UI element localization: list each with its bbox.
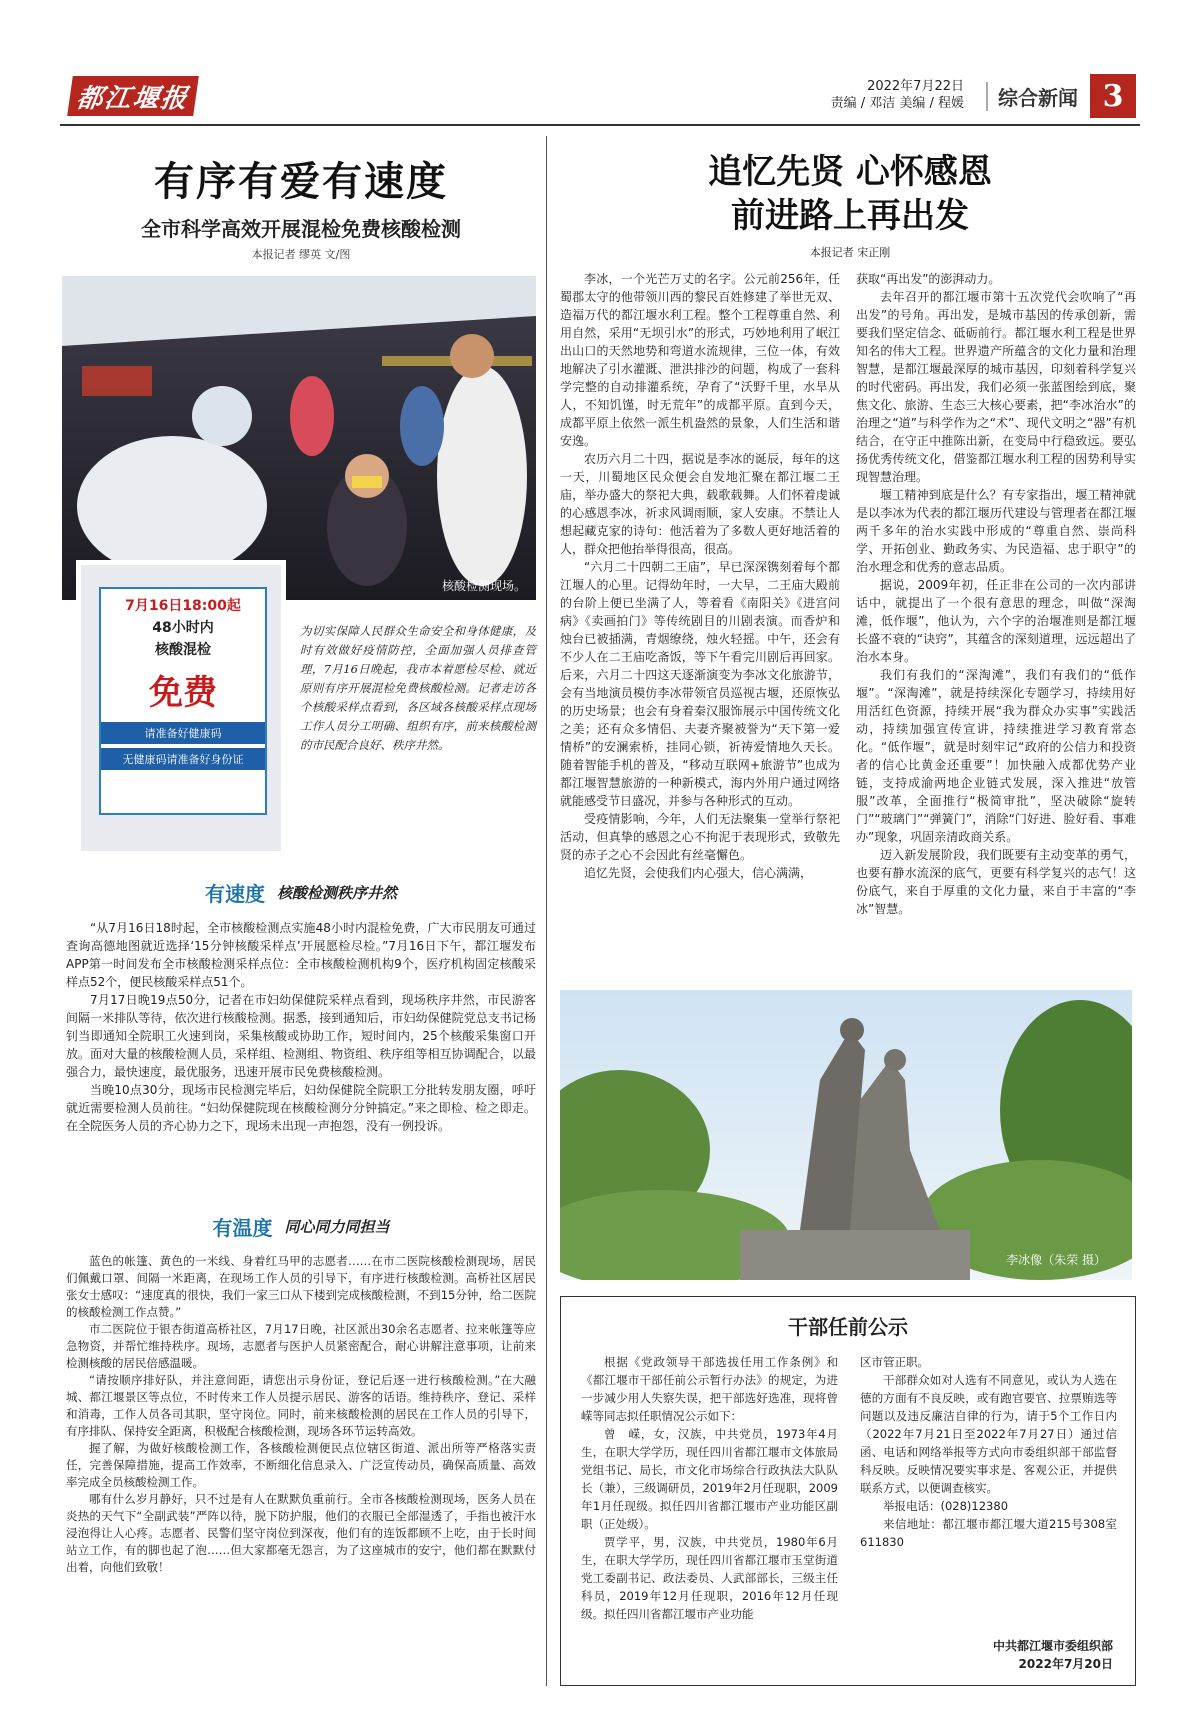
photo-illustration xyxy=(62,276,536,600)
paragraph: 蓝色的帐篷、黄色的一米线、身着红马甲的志愿者……在市二医院核酸检测现场，居民们佩戴口罩、间隔一米距离，在现场工作人员的引导下，有序进行核酸检测。高桥社区居民张女士感叹：“速度真的很快，我们一家三口从下楼到完成核酸检测，不到15分钟，给二医院的核酸检测工作点赞。” xyxy=(66,1254,536,1319)
sign-line-2: 48小时内 xyxy=(152,620,214,636)
paragraph: 迈入新发展阶段，我们既要有主动变革的勇气，也要有静水流深的底气，更要有科学复兴的志气！这份底气，来自于厚重的文化力量，来自于丰富的“李冰”智慧。 xyxy=(856,848,1136,916)
paragraph: 市二医院位于银杏街道高桥社区，7月17日晚，社区派出30余名志愿者、拉来帐篷等应急物资，并帮忙维持秩序。现场，志愿者与医护人员紧密配合，耐心讲解注意事项，让前来检测核酸的居民倍感温暖。 xyxy=(66,1322,536,1370)
statue-caption: 李冰像（朱荣 摄） xyxy=(1006,1253,1106,1267)
paragraph: 当晚10点30分，现场市民检测完毕后，妇幼保健院全院职工分批转发朋友圈，呼吁就近需要检测人员前往。“妇幼保健院现在核酸检测分分钟搞定。”来之即检、检之即走。在全院医务人员的齐心协力之下，现场未出现一声抱怨，没有一例投诉。 xyxy=(66,1083,536,1133)
sign-band-2: 无健康码请准备好身份证 xyxy=(101,748,265,770)
notice-column-b xyxy=(860,1353,1117,1623)
section-speed-body xyxy=(66,919,536,1135)
paragraph: 农历六月二十四，据说是李冰的诞辰，每年的这一天，川蜀地区民众便会自发地汇聚在都江堰二王庙，举办盛大的祭祀大典，载歌载舞。人们怀着虔诚的心感恩李冰，祈求风调雨顺，家人安康。不禁让人想起藏克家的诗句：他活着为了多数人更好地活着的人，群众把他抬举得很高，很高。 xyxy=(560,452,840,556)
notice-date: 2022年7月20日 xyxy=(1018,1657,1113,1671)
right-article-header xyxy=(560,150,1140,260)
statue-illustration xyxy=(560,990,1132,1280)
photo-nucleic-test-site xyxy=(62,276,536,600)
photo-li-bing-statue xyxy=(560,990,1132,1280)
right-column-a xyxy=(560,270,840,882)
editors-line: 责编 / 邓洁 美编 / 程媛 xyxy=(830,96,964,111)
paragraph: “请按顺序排好队，并注意间距，请您出示身份证，登记后逐一进行核酸检测。”在大融城、都江堰景区等点位，不时传来工作人员提示居民、游客的话语。维持秩序、登记、采样和消毒，工作人员各司其职，坚守岗位。同时，前来核酸检测的居民在工作人员的引导下，有序排队、保持安全距离，积极配合核酸检测，现场各环节运转高效。 xyxy=(66,1373,536,1438)
paragraph: 我们有我们的“深淘滩”，我们有我们的“低作堰”。“深淘滩”，就是持续深化专题学习，持续用好用活红色资源，持续开展“我为群众办实事”实践活动，持续加强宣传宣讲，持续推进学习教育常态化。“低作堰”，就是时刻牢记“政府的公信力和投资者的信心比黄金还重要”！加快融入成都优势产业链，支持成渝两地企业链式发展，深入推进“放管服”改革，全面推行“极简审批”，坚决破除“旋转门”“玻璃门”“弹簧门”，消除“门好进、脸好看、事难办”现象，巩固亲清政商关系。 xyxy=(856,668,1136,844)
notice-columns xyxy=(581,1353,1117,1623)
right-column-b xyxy=(856,270,1136,918)
left-article-header xyxy=(62,150,540,262)
paragraph: “六月二十四朝二王庙”，早已深深镌刻着每个都江堰人的心里。记得幼年时，一大早，二王庙大殿前的台阶上便已坐满了人，等着看《南阳关》《进宫问病》《卖画拍门》等传统剧目的川剧表演。而香炉和烛台已被插满，青烟缭绕，烛火轻摇。中午，还会有不少人在二王庙吃斋饭，等下午看完川剧后再回家。后来，六月二十四这天逐渐演变为李冰文化旅游节，会有当地演员模仿李冰带领官员巡视古堰，还原恢弘的历史场景；也会有身着秦汉服饰展示中国传统文化之美；还有众多情侣、夫妻齐聚被誉为“天下第一爱情桥”的安澜索桥，挂同心锁，祈祷爱情地久天长。随着智能手机的普及，“移动互联网+旅游节”也成为都江堰智慧旅游的一种新模式，海内外用户通过网络就能感受节日盛况，并参与各种形式的互动。 xyxy=(560,560,840,808)
notice-column-a xyxy=(581,1353,838,1623)
paragraph: 贾学平，男，汉族，中共党员，1980年6月生，在职大学学历，现任四川省都江堰市玉堂街道党工委副书记、政法委员、人武部部长，三级主任科员，2019年12月任现职，2016年12月任现级。拟任四川省都江堰市产业功能 xyxy=(581,1535,838,1621)
right-title-line-1: 追忆先贤 心怀感恩 xyxy=(708,152,992,192)
section-warmth xyxy=(66,1212,536,1576)
newspaper-logo: 都江堰报 xyxy=(67,76,199,116)
paragraph: 7月17日晚19点50分，记者在市妇幼保健院采样点看到，现场秩序井然，市民游客间隔一米排队等待，依次进行核酸检测。据悉，接到通知后，市妇幼保健院党总支书记杨钊当即通知全院职工火速到岗，采集核酸或协助工作，短时间内，25个核酸采集窗口开放。面对大量的核酸检测人员，采样组、检测组、物资组、秩序组等相互协调配合，以最强合力，最快速度，最优服务，迅速开展市民免费核酸检测。 xyxy=(66,993,536,1079)
section-speed-heading xyxy=(66,878,536,907)
section-warmth-body xyxy=(66,1253,536,1576)
paragraph: 干部群众如对人选有不同意见，或认为人选在德的方面有不良反映，或有跑官要官、拉票贿选等问题以及违反廉洁自律的行为，请于5个工作日内（2022年7月21日至2022年7月27日）通过信函、电话和网络举报等方式向市委组织部干部监督科反映。反映情况要实事求是、客观公正，并提供联系方式，以便调查核实。 xyxy=(860,1373,1117,1495)
paragraph: 去年召开的都江堰市第十五次党代会吹响了“再出发”的号角。再出发，是城市基因的传承创新，需要我们坚定信念、砥砺前行。都江堰水利工程是世界知名的伟大工程。世界遗产所蕴含的文化力量和治理智慧，是都江堰最深厚的城市基因，印刻着科学复兴的时代密码。再出发，我们必须一张蓝图绘到底，聚焦文化、旅游、生态三大核心要素，把“李冰治水”的治理之“道”与科学作为之“术”、现代文明之“器”有机结合，在守正中推陈出新，在变局中行稳致远。要弘扬优秀传统文化，借鉴都江堰水利工程的因势利导实现智慧治理。 xyxy=(856,290,1136,484)
left-subhead: 全市科学高效开展混检免费核酸检测 xyxy=(141,217,461,241)
left-byline: 本报记者 缪英 文/图 xyxy=(251,248,351,261)
left-headline: 有序有爱有速度 xyxy=(154,159,448,205)
free-test-sign xyxy=(99,587,267,815)
paragraph: 举报电话：(028)12380 xyxy=(883,1499,1009,1513)
paragraph: “从7月16日18时起，全市核酸检测点实施48小时内混检免费，广大市民朋友可通过查询高德地图就近选择‘15分钟核酸采样点’开展愿检尽检。”7月16日下午，都江堰发布APP第一时间发布全市核酸检测采样点位：全市核酸检测机构9个，医疗机构固定核酸采样点52个，便民核酸采样点51个。 xyxy=(66,921,536,989)
section-warmth-sub: 同心同力同担当 xyxy=(284,1218,390,1236)
paragraph: 来信地址：都江堰市都江堰大道215号308室 611830 xyxy=(860,1517,1117,1549)
section-warmth-tag: 有温度 xyxy=(212,1216,273,1240)
masthead-rule xyxy=(60,124,1140,126)
masthead xyxy=(60,72,1140,122)
cadre-notice xyxy=(560,1296,1136,1686)
photo-caption: 核酸检测现场。 xyxy=(441,579,526,593)
section-name: 综合新闻 xyxy=(986,82,1078,111)
photo-free-test-sign xyxy=(76,560,286,856)
sign-line-1: 7月16日18:00起 xyxy=(125,598,241,614)
right-byline: 本报记者 宋正刚 xyxy=(809,246,891,259)
paragraph: 哪有什么岁月静好，只不过是有人在默默负重前行。全市各核酸检测现场，医务人员在炎热的天气下“全副武装”严阵以待，脱下防护服，他们的衣服已全部湿透了，手指也被汗水浸泡得让人心疼。志愿者、民警们坚守岗位到深夜，他们有的连饭都顾不上吃，由于长时间站立工作，有的脚也起了泡……但大家都毫无怨言，为了这座城市的安宁，他们都在默默付出着，向他们致敬！ xyxy=(66,1492,536,1574)
sign-band-1: 请准备好健康码 xyxy=(101,722,265,744)
sign-line-3: 核酸混检 xyxy=(155,642,211,658)
paragraph: 追忆先贤，会使我们内心强大，信心满满， xyxy=(584,866,813,880)
paragraph: 李冰，一个光芒万丈的名字。公元前256年，任蜀郡太守的他带领川西的黎民百姓修建了举世无双、造福万代的都江堰水利工程。整个工程尊重自然、利用自然，采用“无坝引水”的形式，巧妙地利用了岷江出山口的天然地势和弯道水流规律，三位一体，有效地解决了引水灌溉、泄洪排沙的问题，构成了一套科学完整的自动排灌系统，孕育了“沃野千里，水旱从人，不知饥馑，时无荒年”的成都平原。直到今天，成都平原上依然一派生机盎然的景象，人们生活和谐安逸。 xyxy=(560,272,840,448)
paragraph: 获取“再出发”的澎湃动力。 xyxy=(856,272,1001,286)
section-speed-tag: 有速度 xyxy=(204,882,265,906)
issue-meta xyxy=(831,78,964,112)
issue-date: 2022年7月22日 xyxy=(867,79,964,94)
sign-free: 免费 xyxy=(149,673,217,713)
paragraph: 堰工精神到底是什么？有专家指出，堰工精神就是以李冰为代表的都江堰历代建设与管理者在都江堰两千多年的治水实践中形成的“尊重自然、崇尚科学、开拓创业、勤政务实、为民造福、忠于职守”的治水理念和优秀的意志品质。 xyxy=(856,488,1136,574)
page-number: 3 xyxy=(1090,74,1136,118)
notice-title: 干部任前公示 xyxy=(788,1315,908,1339)
section-speed-sub: 核酸检测秩序井然 xyxy=(276,884,397,902)
right-title-line-2: 前进路上再出发 xyxy=(731,196,969,236)
notice-signature xyxy=(993,1637,1113,1673)
notice-issuer: 中共都江堰市委组织部 xyxy=(992,1639,1113,1653)
column-divider xyxy=(546,136,547,1686)
section-warmth-heading xyxy=(66,1212,536,1241)
paragraph: 区市管正职。 xyxy=(860,1355,929,1369)
section-speed xyxy=(66,878,536,1135)
side-caption: 为切实保障人民群众生命安全和身体健康，及时有效做好疫情防控，全面加强人员排查管理，7月16日晚起，我市本着愿检尽检、就近原则有序开展混检免费核酸检测。记者走访各个核酸采样点看到，各区域各核酸采样点现场工作人员分工明确、组织有序，前来核酸检测的市民配合良好、秩序井然。 xyxy=(300,624,536,752)
paragraph: 据说，2009年初，任正非在公司的一次内部讲话中，就提出了一个很有意思的理念，叫做“深淘滩，低作堰”，他认为，六个字的治堰准则是都江堰长盛不衰的“诀窍”，其蕴含的深刻道理，远远超出了治水本身。 xyxy=(856,578,1136,664)
paragraph: 握了解，为做好核酸检测工作，各核酸检测便民点位辖区街道、派出所等严格落实责任，完善保障措施，提高工作效率，不断细化信息录入、广泛宣传动员，确保高质量、高效率完成全员核酸检测工作。 xyxy=(66,1441,536,1489)
paragraph: 受疫情影响，今年，人们无法聚集一堂举行祭祀活动，但真挚的感恩之心不拘泥于表现形式，致敬先贤的赤子之心不会因此有丝毫懈色。 xyxy=(560,812,840,862)
paragraph: 根据《党政领导干部选拔任用工作条例》和《都江堰市干部任前公示暂行办法》的规定，为进一步减少用人失察失误，把干部选好选准，现将曾嵘等同志拟任职情况公示如下： xyxy=(581,1355,838,1423)
paragraph: 曾 嵘，女，汉族，中共党员，1973年4月生，在职大学学历，现任四川省都江堰市文体旅局党组书记、局长，市文化市场综合行政执法大队队长（兼），三级调研员，2019年2月任现职，2009年1月任现级。拟任四川省都江堰市产业功能区副职（正处级）。 xyxy=(581,1427,838,1531)
